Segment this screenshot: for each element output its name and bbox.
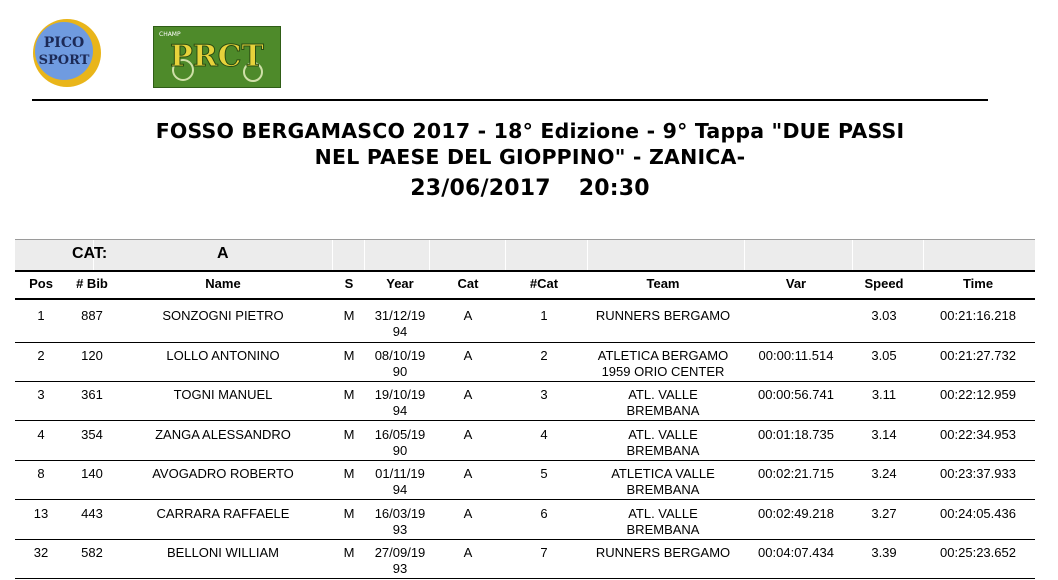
cell-speed: 3.11 — [871, 387, 897, 402]
cell-time: 00:21:16.218 — [940, 308, 1016, 323]
cell-team: ATLETICA VALLE BREMBANA — [611, 466, 715, 497]
cell-name: LOLLO ANTONINO — [166, 348, 280, 363]
cell-bib: 140 — [81, 466, 103, 481]
cell-cat: A — [463, 545, 473, 560]
cell-var: 00:02:49.218 — [758, 506, 834, 521]
cell-pos: 13 — [33, 506, 49, 521]
cell-team: ATL. VALLE BREMBANA — [626, 387, 700, 418]
cell-speed: 3.05 — [871, 348, 897, 363]
col-header-var: Var — [785, 276, 807, 291]
cell-team: ATL. VALLE BREMBANA — [626, 506, 700, 537]
cell-team: RUNNERS BERGAMO — [595, 545, 731, 560]
cell-speed: 3.24 — [871, 466, 897, 481]
col-header-bib: # Bib — [76, 276, 108, 291]
cell-cat: A — [463, 466, 473, 481]
prct-main-text: PRCT — [170, 39, 264, 74]
cell-year: 16/03/19 93 — [374, 506, 426, 537]
cell-team: ATLETICA BERGAMO 1959 ORIO CENTER — [597, 348, 729, 379]
cell-time: 00:22:34.953 — [940, 427, 1016, 442]
category-label: CAT: — [72, 245, 108, 262]
event-datetime — [60, 176, 1000, 201]
category-value: A — [217, 245, 229, 262]
cell-name: SONZOGNI PIETRO — [162, 308, 284, 323]
cell-catpos: 1 — [540, 308, 548, 323]
category-band — [15, 239, 1035, 270]
cell-pos: 1 — [37, 308, 45, 323]
cell-var: 00:02:21.715 — [758, 466, 834, 481]
cell-sex: M — [343, 348, 355, 363]
cell-year: 19/10/19 94 — [374, 387, 426, 418]
cell-speed: 3.39 — [871, 545, 897, 560]
col-header-team: Team — [646, 276, 680, 291]
cell-sex: M — [343, 308, 355, 323]
cell-pos: 3 — [37, 387, 45, 402]
cell-var: 00:00:11.514 — [758, 348, 834, 363]
col-header-cat: Cat — [457, 276, 479, 291]
cell-bib: 354 — [81, 427, 103, 442]
cell-sex: M — [343, 506, 355, 521]
cell-bib: 887 — [81, 308, 103, 323]
col-header-time: Time — [962, 276, 994, 291]
cell-name: AVOGADRO ROBERTO — [152, 466, 294, 481]
cell-time: 00:25:23.652 — [940, 545, 1016, 560]
cell-catpos: 4 — [540, 427, 548, 442]
cell-name: BELLONI WILLIAM — [167, 545, 279, 560]
sport-text: SPORT — [38, 53, 90, 68]
cell-sex: M — [343, 427, 355, 442]
col-header-sex: S — [344, 276, 354, 291]
title-line-1: FOSSO BERGAMASCO 2017 - 18° Edizione - 9° Tappa "DUE PASSI — [155, 119, 905, 143]
cell-pos: 8 — [37, 466, 45, 481]
header-divider — [32, 99, 988, 101]
cell-bib: 361 — [81, 387, 103, 402]
cell-year: 08/10/19 90 — [374, 348, 426, 379]
cell-pos: 32 — [33, 545, 49, 560]
cell-time: 00:22:12.959 — [940, 387, 1016, 402]
cell-bib: 120 — [81, 348, 103, 363]
cell-pos: 2 — [37, 348, 45, 363]
cell-bib: 443 — [81, 506, 103, 521]
col-header-name: Name — [205, 276, 241, 291]
cell-pos: 4 — [37, 427, 45, 442]
cell-team: RUNNERS BERGAMO — [595, 308, 731, 323]
cell-cat: A — [463, 506, 473, 521]
col-header-speed: Speed — [864, 276, 904, 291]
cell-sex: M — [343, 545, 355, 560]
cell-var: 00:01:18.735 — [758, 427, 834, 442]
col-header-year: Year — [386, 276, 414, 291]
cell-cat: A — [463, 387, 473, 402]
cell-team: ATL. VALLE BREMBANA — [626, 427, 700, 458]
cell-catpos: 3 — [540, 387, 548, 402]
prct-logo — [153, 26, 281, 88]
cell-name: TOGNI MANUEL — [173, 387, 273, 402]
cell-time: 00:24:05.436 — [940, 506, 1016, 521]
cell-cat: A — [463, 308, 473, 323]
event-date: 23/06/2017 — [410, 176, 551, 201]
cell-year: 16/05/19 90 — [374, 427, 426, 458]
cell-sex: M — [343, 466, 355, 481]
cell-catpos: 2 — [540, 348, 548, 363]
cell-bib: 582 — [81, 545, 103, 560]
col-header-catpos: #Cat — [529, 276, 559, 291]
cell-catpos: 7 — [540, 545, 548, 560]
cell-catpos: 5 — [540, 466, 548, 481]
cell-year: 31/12/19 94 — [374, 308, 426, 339]
cell-cat: A — [463, 348, 473, 363]
cell-sex: M — [343, 387, 355, 402]
cell-speed: 3.03 — [871, 308, 897, 323]
cell-year: 01/11/19 94 — [375, 466, 425, 497]
pico-sport-logo — [31, 17, 103, 89]
cell-var: 00:04:07.434 — [758, 545, 834, 560]
cell-var: 00:00:56.741 — [758, 387, 834, 402]
event-time: 20:30 — [578, 176, 650, 201]
cell-name: ZANGA ALESSANDRO — [155, 427, 291, 442]
cell-name: CARRARA RAFFAELE — [156, 506, 290, 521]
cell-year: 27/09/19 93 — [374, 545, 426, 576]
prct-top-text: CHAMP — [159, 31, 181, 38]
cell-cat: A — [463, 427, 473, 442]
cell-time: 00:23:37.933 — [940, 466, 1016, 481]
col-header-pos: Pos — [29, 276, 53, 291]
title-line-2: NEL PAESE DEL GIOPPINO" - ZANICA- — [314, 145, 746, 169]
pico-text: PICO — [43, 35, 85, 51]
cell-catpos: 6 — [540, 506, 548, 521]
cell-speed: 3.14 — [871, 427, 897, 442]
cell-time: 00:21:27.732 — [940, 348, 1016, 363]
cell-speed: 3.27 — [871, 506, 897, 521]
